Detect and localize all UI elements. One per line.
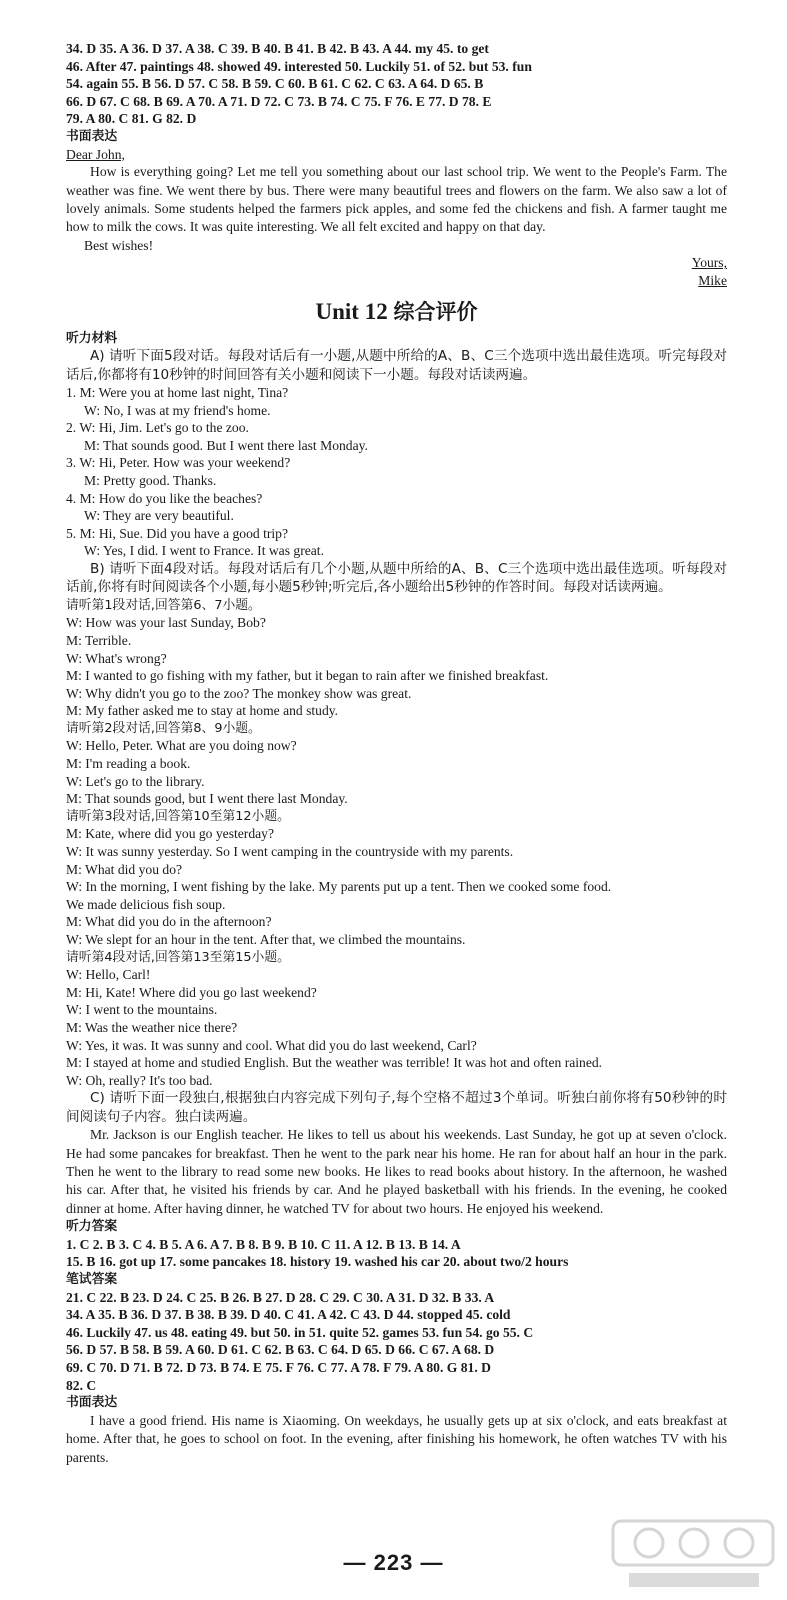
dialogue-line: M: That sounds good, but I went there last Monday. [66, 791, 348, 807]
dialogue-line: M: What did you do in the afternoon? [66, 914, 272, 930]
dialogue-line: W: I went to the mountains. [66, 1002, 218, 1018]
answer-line: 34. D 35. A 36. D 37. A 38. C 39. B 40. B 41. B 42. B 43. A 44. my 45. to get [66, 41, 489, 56]
dialogue-line: 请听第4段对话,回答第13至第15小题。 [66, 949, 290, 965]
writing-section-1 [66, 128, 727, 290]
dialogue-line: M: That sounds good. But I went there last Monday. [84, 437, 368, 453]
dialogue-line: W: Let's go to the library. [66, 773, 205, 789]
section-heading: 听力材料 [66, 330, 118, 346]
dialogue-line: W: They are very beautiful. [84, 508, 234, 524]
dialogue-line: W: How was your last Sunday, Bob? [66, 615, 266, 631]
answer-line: 15. B 16. got up 17. some pancakes 18. history 19. washed his car 20. about two/2 hours [66, 1254, 569, 1270]
answer-line: 82. C [66, 1377, 97, 1393]
answer-line: 79. A 80. C 81. G 82. D [66, 111, 197, 127]
section-heading: 笔试答案 [66, 1271, 118, 1287]
letter-signoff: Yours, [691, 255, 727, 271]
page-number: — 223 — [343, 1550, 444, 1575]
dialogue-line: W: No, I was at my friend's home. [84, 402, 271, 418]
dialogue-line: 5. M: Hi, Sue. Did you have a good trip? [66, 525, 289, 541]
section-a-intro: A) 请听下面5段对话。每段对话后有一小题,从题中所给的A、B、C三个选项中选出最佳选项。听完每段对话后,你都将有10秒钟的时间回答有关小题和阅读下一小题。每段对话读两遍。 [66, 348, 727, 383]
answer-line: 69. C 70. D 71. B 72. D 73. B 74. E 75. F 76. C 77. A 78. F 79. A 80. G 81. D [66, 1359, 491, 1375]
dialogue-line: W: Hello, Peter. What are you doing now? [66, 738, 297, 754]
dialogue-line: 请听第1段对话,回答第6、7小题。 [66, 597, 261, 613]
answer-line: 1. C 2. B 3. C 4. B 5. A 6. A 7. B 8. B 9. B 10. C 11. A 12. B 13. B 14. A [66, 1236, 461, 1252]
dialogue-line: M: I'm reading a book. [66, 756, 191, 772]
dialogue-line: W: Yes, I did. I went to France. It was great. [84, 543, 324, 559]
dialogue-line: 2. W: Hi, Jim. Let's go to the zoo. [66, 420, 249, 436]
dialogue-line: We made delicious fish soup. [66, 896, 226, 912]
written-answers [66, 1271, 727, 1394]
section-b-dialogues [66, 597, 727, 1090]
section-a-dialogues [66, 384, 727, 560]
dialogue-line: W: Yes, it was. It was sunny and cool. What did you do last weekend, Carl? [66, 1037, 477, 1053]
section-heading: 书面表达 [66, 1395, 118, 1411]
dialogue-line: M: I wanted to go fishing with my father, but it began to rain after we finished breakfast. [66, 668, 549, 684]
dialogue-line: M: Terrible. [66, 632, 132, 648]
answer-line: 34. A 35. B 36. D 37. B 38. B 39. D 40. C 41. A 42. C 43. D 44. stopped 45. cold [66, 1307, 511, 1323]
dialogue-line: W: Why didn't you go to the zoo? The monkey show was great. [66, 685, 412, 701]
dialogue-line: M: Pretty good. Thanks. [84, 472, 217, 488]
letter-salutation: Dear John, [66, 146, 125, 162]
answer-line: 46. Luckily 47. us 48. eating 49. but 50. in 51. quite 52. games 53. fun 54. go 55. C [66, 1324, 534, 1340]
essay-body: I have a good friend. His name is Xiaoming. On weekdays, he usually gets up at six o'clock, and eats breakfast at home. After that, he goes to school on foot. In the evening, after finishing his homework, he often watches TV with his parents. [66, 1412, 727, 1465]
answer-line: 21. C 22. B 23. D 24. C 25. B 26. B 27. D 28. C 29. C 30. A 31. D 32. B 33. A [66, 1289, 495, 1305]
dialogue-line: M: My father asked me to stay at home and study. [66, 703, 339, 719]
listening-material [66, 330, 727, 1219]
dialogue-line: 1. M: Were you at home last night, Tina? [66, 384, 289, 400]
answer-line: 56. D 57. B 58. B 59. A 60. D 61. C 62. B 63. C 64. D 65. D 66. C 67. A 68. D [66, 1342, 495, 1358]
dialogue-line: 4. M: How do you like the beaches? [66, 490, 263, 506]
answer-line: 66. D 67. C 68. B 69. A 70. A 71. D 72. C 73. B 74. C 75. F 76. E 77. D 78. E [66, 93, 492, 109]
dialogue-line: W: What's wrong? [66, 650, 167, 666]
letter-signature: Mike [698, 272, 727, 288]
unit-title-en: Unit 12 [315, 298, 394, 324]
section-heading: 听力答案 [66, 1219, 118, 1235]
unit-title-cn: 综合评价 [393, 299, 478, 324]
monologue-text: Mr. Jackson is our English teacher. He likes to tell us about his weekends. Last Sunday, he got up at seven o'clock. He had some pancakes for breakfast. Then he went to the park near his home. He ran for about half an hour in the park. Then he went to the library to read some new books. He likes to read books about history. In the afternoon, he washed his car. After that, he visited his friends by car. And he played basketball with his friends. In the evening, he cooked dinner at home. After having dinner, he watched TV for about two hours. He enjoyed his weekend. [66, 1127, 727, 1216]
answer-line: 54. again 55. B 56. D 57. C 58. B 59. C 60. B 61. C 62. C 63. A 64. D 65. B [66, 76, 484, 92]
listening-answers [66, 1218, 727, 1271]
dialogue-line: W: It was sunny yesterday. So I went camping in the countryside with my parents. [66, 844, 514, 860]
dialogue-line: 请听第3段对话,回答第10至第12小题。 [66, 808, 290, 824]
answer-line: 46. After 47. paintings 48. showed 49. interested 50. Luckily 51. of 52. but 53. fun [66, 58, 532, 74]
dialogue-line: W: In the morning, I went fishing by the lake. My parents put up a tent. Then we cooked some food. [66, 879, 612, 895]
dialogue-line: W: Hello, Carl! [66, 967, 151, 983]
dialogue-line: M: Hi, Kate! Where did you go last weekend? [66, 984, 317, 1000]
unit-title [66, 296, 727, 326]
dialogue-line: M: Was the weather nice there? [66, 1019, 238, 1035]
dialogue-line: M: What did you do? [66, 861, 183, 877]
dialogue-line: 3. W: Hi, Peter. How was your weekend? [66, 455, 291, 471]
dialogue-line: 请听第2段对话,回答第8、9小题。 [66, 720, 261, 736]
letter-body: How is everything going? Let me tell you something about our last school trip. We went to the People's Farm. The weather was fine. We went there by bus. There were many beautiful trees and flowers on the farm. We also saw a lot of lovely animals. Some students helped the farmers pick apples, and some fed the chickens and fish. A farmer taught me how to milk the cows. It was quite interesting. We all felt excited and happy on that day. [66, 164, 727, 235]
dialogue-line: W: We slept for an hour in the tent. After that, we climbed the mountains. [66, 932, 466, 947]
section-b-intro: B) 请听下面4段对话。每段对话后有几个小题,从题中所给的A、B、C三个选项中选出最佳选项。听每段对话前,你将有时间阅读各个小题,每小题5秒钟;听完后,各小题给出5秒钟的作答时间。每段对话读两遍。 [66, 560, 727, 596]
dialogue-line: M: I stayed at home and studied English. But the weather was terrible! It was hot and often rained. [66, 1055, 603, 1071]
dialogue-line: M: Kate, where did you go yesterday? [66, 826, 274, 842]
writing-section-2 [66, 1394, 727, 1467]
top-answer-block [66, 40, 727, 128]
section-heading: 书面表达 [66, 128, 118, 144]
section-c-intro: C) 请听下面一段独白,根据独白内容完成下列句子,每个空格不超过3个单词。听独白前你将有50秒钟的时间阅读句子内容。独白读两遍。 [66, 1090, 727, 1125]
watermark-logo-icon [609, 1515, 779, 1595]
letter-closing: Best wishes! [84, 237, 154, 253]
dialogue-line: W: Oh, really? It's too bad. [66, 1072, 213, 1088]
